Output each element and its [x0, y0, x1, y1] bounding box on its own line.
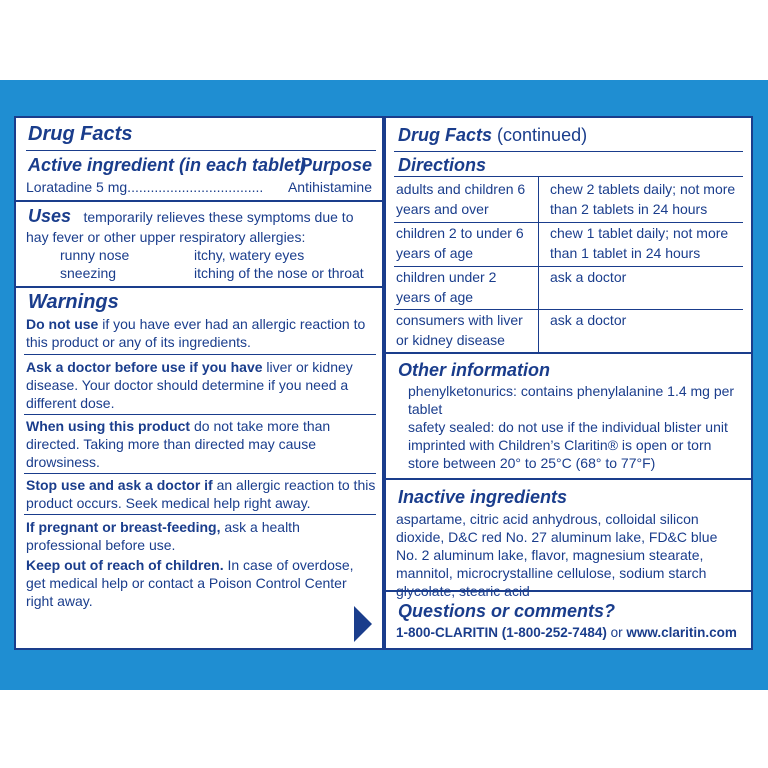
do-not-use-warning: Do not use if you have ever had an allergic reaction to this product or any of its ingredients.: [26, 316, 366, 350]
directions-rule: [394, 176, 743, 177]
or-text: or: [606, 625, 627, 640]
uses-intro-line2: hay fever or other upper respiratory allergies:: [26, 229, 306, 245]
directions-dose-2: chew 1 tablet daily; not more than 1 tablet in 24 hours: [550, 225, 729, 261]
inactive-ingredients-section: [386, 480, 751, 599]
directions-dose-4: ask a doctor: [550, 312, 627, 328]
keep-out-warning: Keep out of reach of children. In case of overdose, get medical help or contact a Poison Control Center right away.: [26, 557, 354, 609]
directions-header: Directions: [398, 155, 487, 175]
pregnant-warning: If pregnant or breast-feeding, ask a health professional before use.: [26, 519, 300, 553]
title-rule: [26, 150, 376, 151]
drug-facts-title: Drug Facts: [28, 123, 133, 145]
ask-doctor-warning: Ask a doctor before use if you have liver or kidney disease. Your doctor should determine if you need a different dose.: [26, 359, 353, 411]
symptom-runny-nose: runny nose: [60, 247, 130, 263]
when-using-warning: When using this product do not take more than directed. Taking more than directed may cause drowsiness.: [26, 418, 331, 470]
uses-intro: temporarily relieves these symptoms due to: [83, 209, 354, 225]
phone-number[interactable]: 1-800-CLARITIN (1-800-252-7484): [396, 625, 607, 640]
other-info-phenylketonurics: phenylketonurics: contains phenylalanine 1.4 mg per tablet: [408, 383, 735, 417]
continued-label: (continued): [492, 125, 588, 145]
symptom-sneezing: sneezing: [60, 265, 117, 281]
drug-facts-continued-title: Drug Facts: [398, 125, 493, 145]
title-rule: [394, 151, 743, 152]
questions-section: [386, 592, 751, 650]
warning-divider: [24, 414, 376, 415]
directions-who-1: adults and children 6 years and over: [396, 181, 526, 217]
symptom-itchy-eyes: itchy, watery eyes: [194, 247, 305, 263]
directions-section: [386, 118, 751, 354]
warning-divider: [24, 514, 376, 515]
continue-arrow-icon: [352, 604, 374, 644]
uses-section: [16, 202, 382, 288]
directions-dose-1: chew 2 tablets daily; not more than 2 tablets in 24 hours: [550, 181, 736, 217]
active-ingredient-purpose: Antihistamine: [287, 179, 372, 195]
drug-facts-right-panel: [384, 116, 753, 650]
other-info-safety-sealed: safety sealed: do not use if the individual blister unit imprinted with Children’s Claritin® is open or torn: [408, 419, 728, 453]
directions-dose-3: ask a doctor: [550, 269, 627, 285]
other-info-storage: store between 20° to 25°C (68° to 77°F): [408, 455, 656, 471]
warnings-header: Warnings: [28, 291, 119, 313]
stop-use-warning: Stop use and ask a doctor if an allergic reaction to this product occurs. Seek medical help right away.: [26, 477, 376, 511]
purpose-header: Purpose: [299, 155, 372, 175]
questions-header: Questions or comments?: [398, 601, 616, 621]
warning-divider: [24, 473, 376, 474]
website-link[interactable]: www.claritin.com: [626, 625, 737, 640]
warnings-section: [16, 288, 382, 650]
drug-facts-left-panel: [14, 116, 384, 650]
active-ingredient-section: [16, 118, 382, 202]
other-information-header: Other information: [398, 360, 550, 380]
inactive-ingredients-text: aspartame, citric acid anhydrous, colloidal silicon dioxide, D&C red No. 27 aluminum lake, FD&C blue No. 2 aluminum lake, flavor, magnesium stearate, mannitol, microcrystalline cellulose, sodium starch glycolate, stearic acid: [396, 511, 718, 599]
uses-header: Uses: [28, 206, 72, 226]
directions-who-4: consumers with liver or kidney disease: [396, 312, 523, 348]
symptom-itching: itching of the nose or throat: [194, 265, 364, 281]
directions-who-3: children under 2 years of age: [396, 269, 497, 305]
other-information-section: [386, 354, 751, 480]
active-ingredient-line: Loratadine 5 mg...................................: [26, 179, 264, 195]
warning-divider: [24, 354, 376, 355]
directions-who-2: children 2 to under 6 years of age: [396, 225, 524, 261]
active-ingredient-header: Active ingredient (in each tablet): [28, 155, 307, 175]
inactive-ingredients-header: Inactive ingredients: [398, 487, 568, 507]
